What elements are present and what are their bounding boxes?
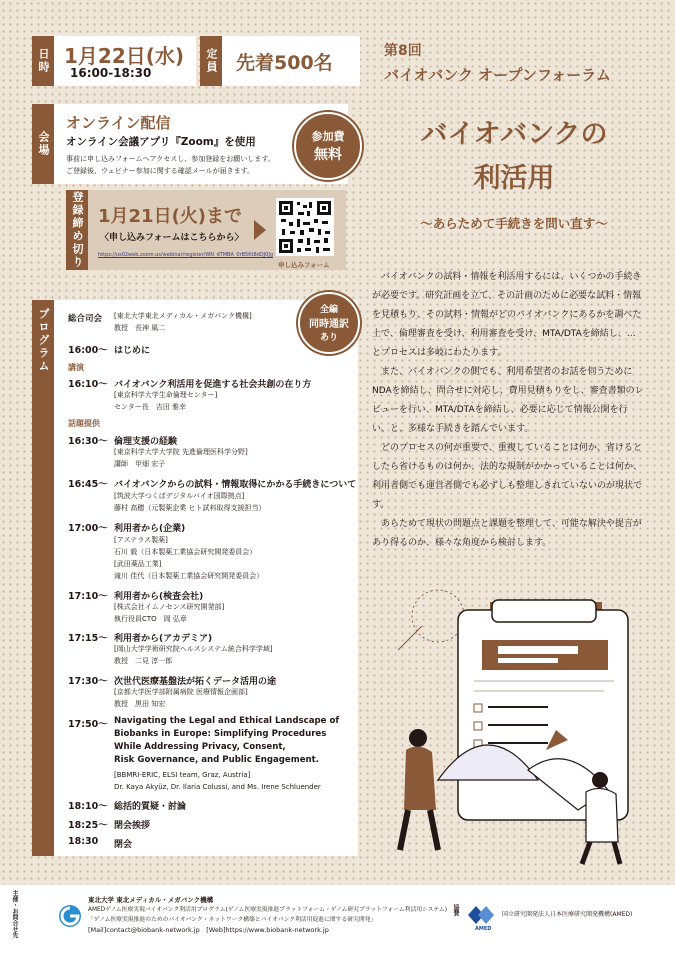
document-illustration bbox=[378, 580, 658, 870]
main-title-line-2: 利活用 bbox=[473, 163, 555, 194]
paragraph-1: バイオバンクの試料・情報を利活用するには、いくつかの手続きが必要です。研究計画を立て、その計画のために必要な試料・情報を見積もり、その試料・情報がどのバイオバンクにあるかを調べた上で、倫理審査を受け、利用審査を受け、MTA/DTAを締結し、…とプロセスは多岐にわたります。 bbox=[372, 272, 642, 358]
mc-name: 教授 長神 風二 bbox=[114, 324, 166, 332]
time-1810: 18:10〜 bbox=[68, 801, 108, 812]
item-keynote: バイオバンク利活用を促進する社会共創の在り方 bbox=[114, 380, 312, 390]
main-subtitle: 〜あらためて手続きを問い直す〜 bbox=[420, 216, 608, 231]
item-closing-remarks: 閉会挨拶 bbox=[114, 821, 151, 831]
paragraph-2: また、バイオバンクの側でも、利用希望者のお話を伺うためにNDAを締結し、問合せに対応し、費用見積もりをし、審査書類のレビューを行い、MTA/DTAを締結し、必要に応じて情報公開を行い、と、多様な手続きを踏んでいます。 bbox=[372, 367, 644, 434]
lab-company-org: [株式会社イムノセンス研究開発部] bbox=[114, 603, 225, 611]
deadline-box bbox=[88, 190, 346, 270]
item-lab-company: 利用者から(検査会社) bbox=[114, 592, 204, 602]
academia-speaker: 教授 二見 淳一郎 bbox=[114, 657, 173, 665]
qr-caption: 申し込みフォーム bbox=[278, 261, 330, 269]
event-date: 1月22日(水) bbox=[64, 44, 185, 68]
keynote-org: [東京科学大学生命倫理センター] bbox=[114, 391, 218, 399]
industry-speaker-1: 石川 毅（日本製薬工業協会研究開発委員会） bbox=[114, 548, 257, 556]
fee-label: 参加費 bbox=[311, 130, 345, 143]
venue-app: オンライン会議アプリ『Zoom』を使用 bbox=[66, 136, 256, 148]
event-time: 16:00-18:30 bbox=[70, 66, 152, 80]
time-1825: 18:25〜 bbox=[68, 820, 108, 831]
capacity-tab: 定員 bbox=[200, 36, 222, 86]
time-1600: 16:00〜 bbox=[68, 345, 108, 356]
interp-line-1: 全編 bbox=[319, 305, 338, 315]
paragraph-3: どのプロセスの何が重要で、重複していることは何か、省けるとしたら省けるものは何か、法的な規制がかかっていることは何か、利用者側でも運営者側でも必ずしも整理しきれていないのが現状です。 bbox=[372, 443, 643, 510]
footer-project: 「ゲノム医療実現推進のためのバイオバンク・ネットワーク構築とバイオバンク利活用促進に関する研究開発」 bbox=[88, 917, 377, 923]
time-1630: 16:30〜 bbox=[68, 436, 108, 447]
time-1750: 17:50〜 bbox=[68, 719, 108, 730]
program-tab: プログラム bbox=[32, 300, 54, 856]
amed-name: 国立研究開発法人日本医療研究開発機構(AMED) bbox=[502, 911, 633, 918]
next-gen-law-org: [京都大学医学部附属病院 医療情報企画部] bbox=[114, 688, 248, 696]
deadline-date: 1月21日(火)まで bbox=[98, 206, 243, 227]
forum-name: バイオバンク オープンフォーラム bbox=[384, 66, 611, 84]
paragraph-4: あらためて現状の問題点と課題を整理して、可能な解決や提言があり得るのか、様々な角度から検討します。 bbox=[372, 519, 642, 548]
time-1830: 18:30 bbox=[68, 836, 99, 847]
interp-line-2: 同時通訳 bbox=[309, 319, 349, 330]
support-label: 協賛 bbox=[452, 904, 459, 916]
fee-badge bbox=[294, 112, 362, 180]
time-1730: 17:30〜 bbox=[68, 676, 108, 687]
item-academia: 利用者から(アカデミア) bbox=[114, 634, 213, 644]
europe-speakers: Dr. Kaya Akyüz, Dr. Ilaria Colussi, and Ms. Irene Schluender bbox=[114, 783, 321, 791]
mc-org: [東北大学東北メディカル・メガバンク機構] bbox=[114, 312, 252, 320]
interpretation-badge bbox=[298, 292, 360, 354]
main-title-line-1: バイオバンクの bbox=[420, 119, 608, 150]
date-box bbox=[54, 36, 196, 86]
forum-number: 第8回 bbox=[384, 43, 422, 59]
industry-speaker-2: 滝川 佳代（日本製薬工業協会研究開発委員会） bbox=[114, 572, 264, 580]
interp-line-3: あり bbox=[319, 333, 338, 343]
time-1700: 17:00〜 bbox=[68, 523, 108, 534]
form-link-label[interactable]: 〈申し込みフォームはこちらから〉 bbox=[100, 233, 244, 243]
lab-company-speaker: 執行役員CTO 岡 弘章 bbox=[114, 615, 187, 623]
mc-label: 総合司会 bbox=[68, 314, 103, 324]
section-topics: 話題提供 bbox=[68, 419, 100, 428]
megabank-logo-icon bbox=[58, 904, 82, 928]
venue-tab: 会場 bbox=[32, 104, 54, 184]
description bbox=[372, 268, 644, 553]
amed-logo-text: AMED bbox=[475, 926, 492, 932]
item-procedures: バイオバンクからの試料・情報取得にかかる手続きについて bbox=[114, 480, 357, 490]
item-discussion: 総括的質疑・討論 bbox=[114, 802, 187, 812]
ethics-org: [東京科学大学大学院 先進倫理医科学分野] bbox=[114, 448, 248, 456]
venue-note-1: 事前に申し込みフォームへアクセスし、参加登録をお願いします。 bbox=[66, 155, 275, 163]
footer-org: 東北大学 東北メディカル・メガバンク機構 bbox=[88, 896, 214, 904]
next-gen-law-speaker: 教授 黒田 知宏 bbox=[114, 700, 166, 708]
qr-code-icon[interactable] bbox=[276, 198, 334, 256]
deadline-tab: 登録締め切り bbox=[66, 190, 88, 270]
footer-program: AMEDゲノム医療実現バイオバンク利活用プログラム(ゲノム医療実現推進プラットフォーム・ゲノム研究プラットフォーム利活用システム) bbox=[88, 907, 447, 913]
europe-org: [BBMRI-ERIC, ELSI team, Graz, Austria] bbox=[114, 771, 251, 779]
capacity-box bbox=[222, 36, 360, 86]
ethics-speaker: 講師 甲畑 宏子 bbox=[114, 460, 166, 468]
capacity-value: 先着500名 bbox=[236, 52, 333, 74]
item-europe-title-1: Navigating the Legal and Ethical Landscape of bbox=[114, 716, 340, 726]
date-tab: 日時 bbox=[32, 36, 54, 86]
item-next-gen-law: 次世代医療基盤法が拓くデータ活用の途 bbox=[114, 677, 277, 687]
procedures-org: [筑波大学つくばデジタルバイオ国際拠点] bbox=[114, 492, 245, 500]
footer bbox=[0, 886, 675, 953]
industry-org-2: [武田薬品工業] bbox=[114, 560, 162, 568]
keynote-speaker: センター長 吉田 雅幸 bbox=[114, 403, 186, 411]
item-industry: 利用者から(企業) bbox=[114, 524, 186, 534]
registration-url[interactable]: https://us02web.zoom.us/webinar/register/WN_dTMBA_0rB5Kt8dDJ0Jg bbox=[98, 252, 273, 258]
host-label: 主催・お問合せ先 bbox=[11, 890, 18, 938]
item-closing: 閉会 bbox=[114, 840, 133, 850]
time-1715: 17:15〜 bbox=[68, 633, 108, 644]
section-lecture: 講演 bbox=[68, 363, 84, 372]
item-europe-title-4: Risk Governance, and Public Engagement. bbox=[114, 755, 320, 765]
arrow-right-icon bbox=[254, 220, 266, 240]
item-ethics: 倫理支援の経験 bbox=[114, 437, 178, 447]
amed-logo-icon bbox=[468, 904, 498, 926]
time-1645: 16:45〜 bbox=[68, 479, 108, 490]
item-opening: はじめに bbox=[114, 346, 151, 356]
industry-org-1: [アステラス製薬] bbox=[114, 536, 168, 544]
venue-note-2: ご登録後、ウェビナー参加に関する確認メールが届きます。 bbox=[66, 167, 255, 175]
procedures-speaker: 藤村 高穂（元製薬企業 ヒト試料取得支援担当） bbox=[114, 504, 266, 512]
time-1610: 16:10〜 bbox=[68, 379, 108, 390]
fee-value: 無料 bbox=[314, 147, 342, 163]
footer-contact[interactable]: [Mail]contact@biobank-network.jp [Web]https://www.biobank-network.jp bbox=[88, 926, 329, 934]
time-1710: 17:10〜 bbox=[68, 591, 108, 602]
item-europe-title-2: Biobanks in Europe: Simplifying Procedures bbox=[114, 729, 327, 739]
venue-title: オンライン配信 bbox=[66, 114, 171, 132]
item-europe-title-3: While Addressing Privacy, Consent, bbox=[114, 742, 286, 752]
academia-org: [岡山大学学術研究院ヘルスシステム統合科学学域] bbox=[114, 645, 273, 653]
